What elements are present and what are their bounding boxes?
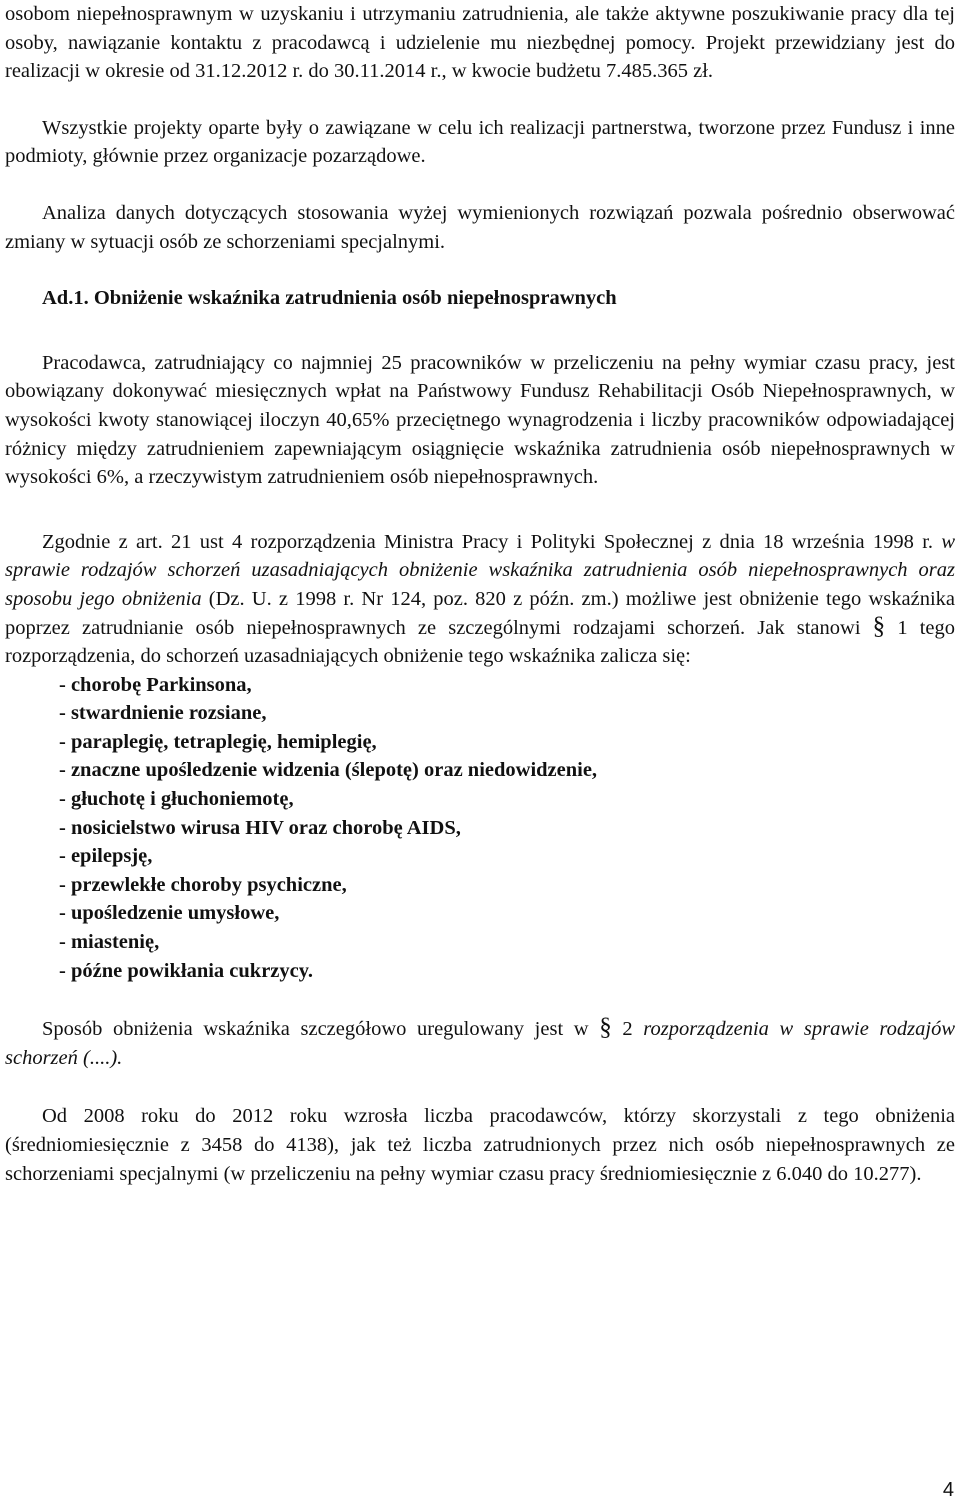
- list-item: - miastenię,: [59, 931, 160, 954]
- paragraph-statistics: Od 2008 roku do 2012 roku wzrosła liczba pracodawców, którzy skorzystali z tego obniżenia (średniomiesięcznie z 3458 do 4138), jak też liczba zatrudnionych przez nich osób niepełnosprawnych ze schorzeniami specjalnymi (w przeliczeniu na pełny wymiar czasu pracy średniomiesięcznie z 6.040 do 10.277).: [5, 1105, 955, 1185]
- list-item: - przewlekłe choroby psychiczne,: [59, 873, 347, 896]
- list-item: - epilepsję,: [59, 845, 153, 868]
- list-item: - nosicielstwo wirusa HIV oraz chorobę AIDS,: [59, 816, 461, 839]
- paragraph-employer-obligation: Pracodawca, zatrudniający co najmniej 25 pracowników w przeliczeniu na pełny wymiar czasu pracy, jest obowiązany dokonywać miesięcznych wpłat na Państwowy Fundusz Rehabilitacji Osób Niepełnosprawnych, w wysokości kwoty stanowiącej iloczyn 40,65% przeciętnego wynagrodzenia i liczby pracowników odpowiadającej różnicy między zatrudnieniem zapewniającym osiągnięcie wskaźnika zatrudnienia osób niepełnosprawnych w wysokości 6%, a rzeczywistym zatrudnieniem osób niepełnosprawnych.: [5, 351, 955, 489]
- paragraph-continuation: osobom niepełnosprawnym w uzyskaniu i utrzymaniu zatrudnienia, ale także aktywne poszukiwanie pracy dla tej osoby, nawiązanie kontaktu z pracodawcą i udzielenie mu niezbędnej pomocy. Projekt przewidziany jest do realizacji w okresie od 31.12.2012 r. do 30.11.2014 r., w kwocie budżetu 7.485.365 zł.: [5, 3, 955, 83]
- paragraph-partnerships: Wszystkie projekty oparte były o zawiązane w celu ich realizacji partnerstwa, tworzone przez Fundusz i inne podmioty, głównie przez organizacje pozarządowe.: [5, 116, 955, 168]
- paragraph-regulation: [5, 528, 955, 671]
- list-item: - paraplegię, tetraplegię, hemiplegię,: [59, 730, 377, 753]
- list-item: - upośledzenie umysłowe,: [59, 902, 280, 925]
- paragraph-analysis: Analiza danych dotyczących stosowania wyżej wymienionych rozwiązań pozwala pośrednio obserwować zmiany w sytuacji osób ze schorzeniami specjalnymi.: [5, 201, 955, 253]
- method-text-start: Sposób obniżenia wskaźnika szczegółowo uregulowany jest w: [42, 1018, 600, 1041]
- page-number: 4: [942, 1479, 954, 1501]
- document-page: [5, 0, 955, 1188]
- paragraph-method: [5, 1015, 955, 1072]
- regulation-title: w sprawie rodzajów schorzeń uzasadniających obniżenie wskaźnika zatrudnienia osób niepełnosprawnych oraz sposobu jego obniżenia: [5, 530, 955, 610]
- regulation-text-start: Zgodnie z art. 21 ust 4 rozporządzenia Ministra Pracy i Polityki Społecznej z dnia 18 września 1998 r.: [42, 530, 942, 553]
- list-item: - chorobę Parkinsona,: [59, 673, 252, 696]
- paragraph-sign: §: [872, 612, 886, 640]
- paragraph-sign: §: [599, 1014, 612, 1042]
- regulation-text-middle: (Dz. U. z 1998 r. Nr 124, poz. 820 z późn. zm.) możliwe jest obniżenie tego wskaźnika poprzez zatrudnianie osób niepełnosprawnych ze szczególnymi rodzajami schorzeń. Jak stanowi: [5, 587, 955, 639]
- section-heading: Ad.1. Obniżenie wskaźnika zatrudnienia osób niepełnosprawnych: [42, 287, 617, 310]
- method-regulation-title: rozporządzenia w sprawie rodzajów schorzeń (....).: [5, 1018, 955, 1069]
- method-text-number: 2: [611, 1018, 644, 1041]
- list-item: - znaczne upośledzenie widzenia (ślepotę) oraz niedowidzenie,: [59, 759, 598, 782]
- conditions-list: [5, 671, 955, 986]
- regulation-text-end: 1 tego rozporządzenia, do schorzeń uzasadniających obniżenie tego wskaźnika zalicza się:: [5, 616, 956, 668]
- list-item: - późne powikłania cukrzycy.: [59, 959, 313, 982]
- list-item: - głuchotę i głuchoniemotę,: [59, 788, 294, 811]
- list-item: - stwardnienie rozsiane,: [59, 702, 267, 725]
